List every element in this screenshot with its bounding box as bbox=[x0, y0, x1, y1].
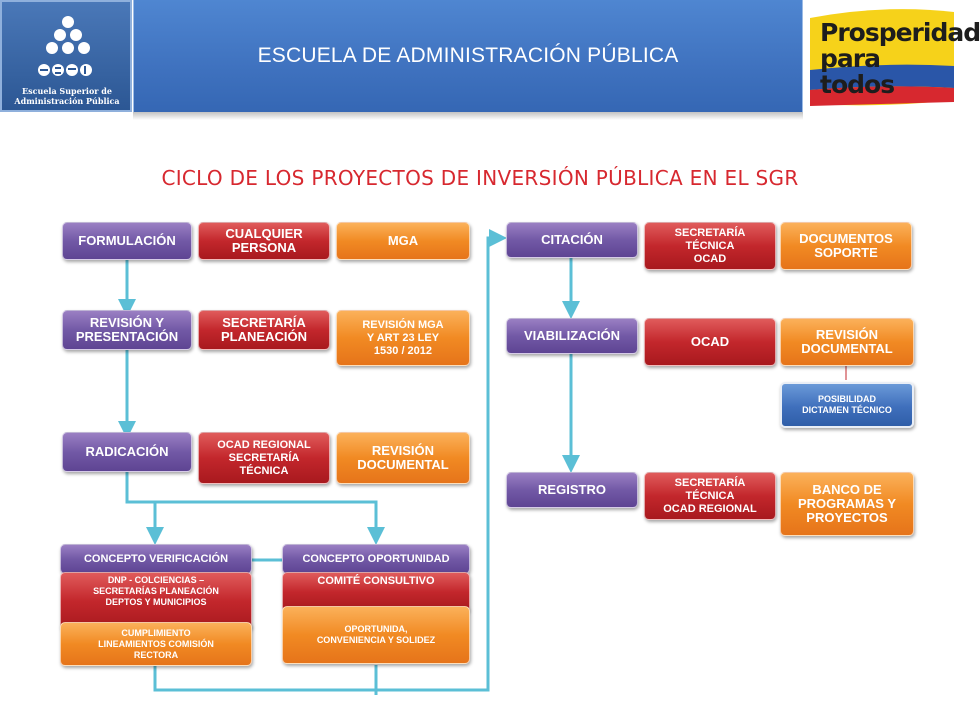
brand-text: Prosperidad para todos bbox=[820, 18, 980, 99]
detail-formulacion: MGA bbox=[336, 222, 470, 260]
stage-citacion: CITACIÓN bbox=[506, 222, 638, 258]
actor-radicacion: OCAD REGIONAL SECRETARÍA TÉCNICA bbox=[198, 432, 330, 484]
logo-caption: Escuela Superior de Administración Pública bbox=[14, 86, 120, 106]
stage-radicacion: RADICACIÓN bbox=[62, 432, 192, 472]
stage-viabilizacion: VIABILIZACIÓN bbox=[506, 318, 638, 354]
detail-concepto-verificacion: CUMPLIMIENTO LINEAMIENTOS COMISIÓN RECTORA bbox=[60, 622, 252, 666]
stage-registro: REGISTRO bbox=[506, 472, 638, 508]
header-title: ESCUELA DE ADMINISTRACIÓN PÚBLICA bbox=[257, 44, 679, 67]
detail-citacion: DOCUMENTOS SOPORTE bbox=[780, 222, 912, 270]
detail-revision: REVISIÓN MGA Y ART 23 LEY 1530 / 2012 bbox=[336, 310, 470, 366]
detail-registro: BANCO DE PROGRAMAS Y PROYECTOS bbox=[780, 472, 914, 536]
actor-registro: SECRETARÍA TÉCNICA OCAD REGIONAL bbox=[644, 472, 776, 520]
actor-citacion: SECRETARÍA TÉCNICA OCAD bbox=[644, 222, 776, 270]
actor-concepto-oportunidad: COMITÉ CONSULTIVO bbox=[282, 572, 470, 612]
stage-formulacion: FORMULACIÓN bbox=[62, 222, 192, 260]
actor-revision: SECRETARÍA PLANEACIÓN bbox=[198, 310, 330, 350]
stage-concepto-verificacion: CONCEPTO VERIFICACIÓN bbox=[60, 544, 252, 574]
actor-viabilizacion: OCAD bbox=[644, 318, 776, 366]
diagram-title: CICLO DE LOS PROYECTOS DE INVERSIÓN PÚBLICA EN EL SGR bbox=[161, 166, 799, 190]
stage-concepto-oportunidad: CONCEPTO OPORTUNIDAD bbox=[282, 544, 470, 574]
actor-concepto-verificacion: DNP - COLCIENCIAS – SECRETARÍAS PLANEACIÓN DEPTOS Y MUNICIPIOS bbox=[60, 572, 252, 630]
stage-revision: REVISIÓN Y PRESENTACIÓN bbox=[62, 310, 192, 350]
detail-concepto-oportunidad: OPORTUNIDA, CONVENIENCIA Y SOLIDEZ bbox=[282, 606, 470, 664]
note-dictamen-tecnico: POSIBILIDAD DICTAMEN TÉCNICO bbox=[780, 382, 914, 428]
detail-radicacion: REVISIÓN DOCUMENTAL bbox=[336, 432, 470, 484]
detail-viabilizacion: REVISIÓN DOCUMENTAL bbox=[780, 318, 914, 366]
actor-formulacion: CUALQUIER PERSONA bbox=[198, 222, 330, 260]
